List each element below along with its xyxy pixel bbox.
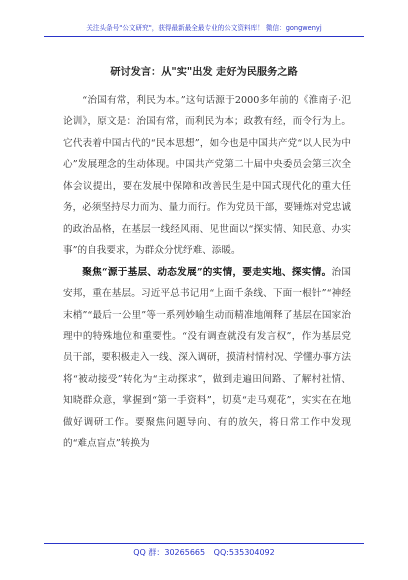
paragraph-2 bbox=[63, 262, 351, 455]
header-divider bbox=[44, 36, 364, 37]
document-title: 研讨发言：从"实"出发 走好为民服务之路 bbox=[110, 67, 298, 78]
footer-qq: QQ:535304092 bbox=[213, 548, 275, 557]
paragraph-2-lead: 聚焦“源于基层、动态发展”的实情，要走实地、探实情。 bbox=[82, 266, 332, 278]
footer-qq-group: QQ 群：30265665 bbox=[133, 548, 206, 557]
paragraph-1 bbox=[63, 90, 351, 262]
paragraph-1-text: “治国有常，利民为本。”这句话源于2000多年前的《淮南子·氾论训》，原文是：治国有常，而利民为本；政教有经，而令行为上。它代表着中国古代的“民本思想”，如今也是中国共产党“以人民为中心”发展理念的生动体现。中国共产党第二十届中央委员会第三次全体会议提出，要在发展中保障和改善民生是中国式现代化的重大任务，必须坚持尽力而为、量力而行。作为党员干部，要锤炼对党忠诚的政治品格，在基层一线经风雨、见世面以“探实情、知民意、办实事”的自我要求，为群众分忧纾难、添暖。 bbox=[63, 95, 351, 257]
footer-divider bbox=[44, 543, 364, 544]
header-banner: 关注头条号"公文研究"，获得最新最全最专业的公文资料库！ 微信：gongwenyj bbox=[86, 24, 322, 32]
paragraph-2-text: 治国安邦，重在基层。习近平总书记用“上面千条线、下面一根针”“神经末梢”“最后一公里”等一系列妙喻生动而精准地阐释了基层在国家治理中的特殊地位和重要性。“没有调查就没有发言权”，作为基层党员干部，要积极走入一线、深入调研，摸清村情村况、学懂办事方法将“被动接受”转化为“主动探求”，做到走遍田间路、了解村社情、知晓群众意，掌握到“第一手资料”，切莫“走马观花”，实实在在地做好调研工作。要聚焦问题导向、有的放矢，将日常工作中发现的“难点盲点”转换为 bbox=[63, 266, 351, 450]
document-body bbox=[63, 90, 351, 455]
footer-contacts bbox=[0, 547, 408, 558]
